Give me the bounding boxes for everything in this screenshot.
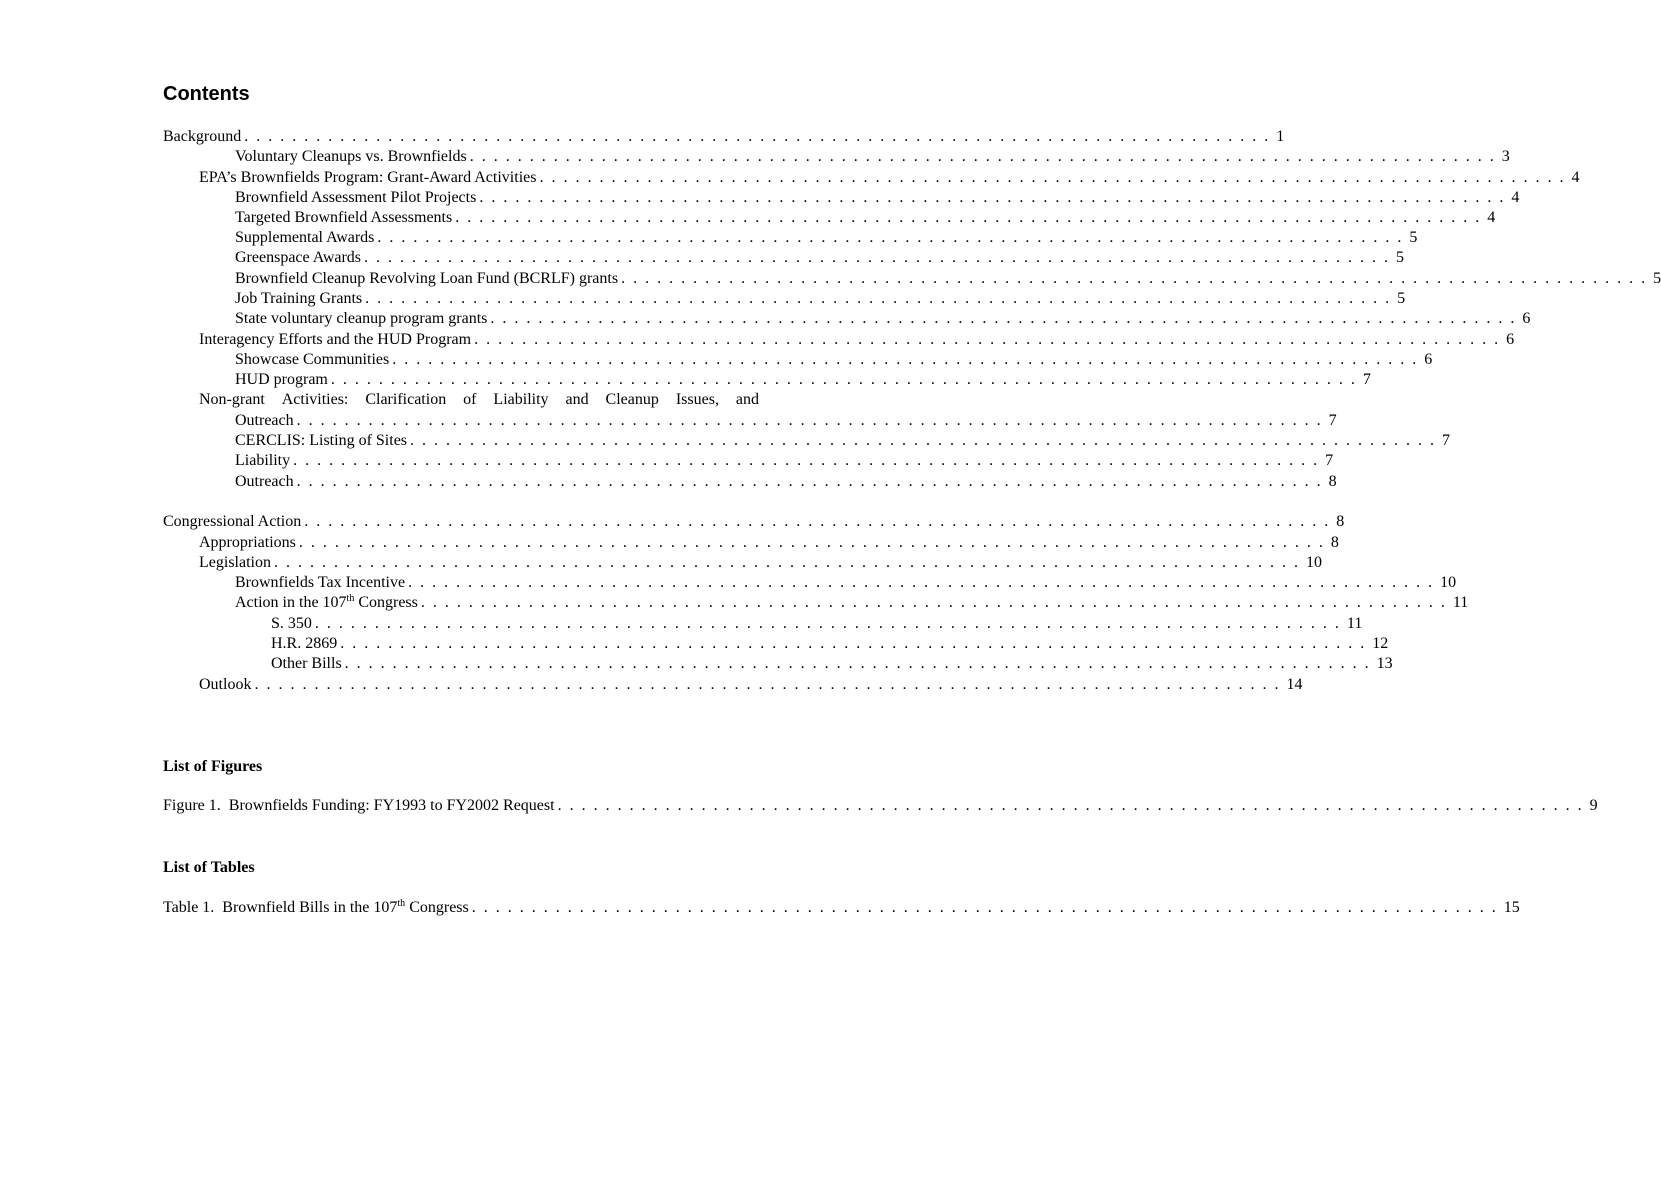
dot-leader: . . . . . . . . . . . . . . . . . . . . . . . . . . . . . . . . . . . . . . . . . . . . . . . . . . . . . . . . . . . . . . . . . . . . . . . . . . . . . . . . . . . . . . — [314, 615, 1341, 632]
toc-entry-title: Legislation — [199, 554, 271, 571]
table-entry-title — [163, 898, 472, 918]
toc-entry-legislation[interactable] — [199, 553, 1322, 573]
dot-leader: . . . . . . . . . . . . . . . . . . . . . . . . . . . . . . . . . . . . . . . . . . . . . . . . . . . . . . . . . . . . . . . . . . . . . . . . . . . . . . . . . . . . . . — [365, 290, 1392, 307]
toc-entry-page: 6 — [1506, 331, 1515, 348]
dot-leader: . . . . . . . . . . . . . . . . . . . . . . . . . . . . . . . . . . . . . . . . . . . . . . . . . . . . . . . . . . . . . . . . . . . . . . . . . . . . . . . . . . . . . . — [254, 676, 1281, 693]
toc-entry-job-training[interactable] — [235, 289, 1406, 309]
toc-word: Cleanup — [605, 391, 659, 408]
dot-leader: . . . . . . . . . . . . . . . . . . . . . . . . . . . . . . . . . . . . . . . . . . . . . . . . . . . . . . . . . . . . . . . . . . . . . . . . . . . . . . . . . . . . . . — [621, 270, 1648, 287]
dot-leader: . . . . . . . . . . . . . . . . . . . . . . . . . . . . . . . . . . . . . . . . . . . . . . . . . . . . . . . . . . . . . . . . . . . . . . . . . . . . . . . . . . . . . . — [364, 249, 1391, 266]
dot-leader: . . . . . . . . . . . . . . . . . . . . . . . . . . . . . . . . . . . . . . . . . . . . . . . . . . . . . . . . . . . . . . . . . . . . . . . . . . . . . . . . . . . . . . — [471, 899, 1498, 916]
toc-entry-title: Brownfields Tax Incentive — [235, 574, 406, 591]
toc-word: Non-grant — [199, 391, 265, 408]
toc-entry-title: Interagency Efforts and the HUD Program — [199, 331, 472, 348]
toc-entry-page: 1 — [1276, 128, 1285, 145]
dot-leader: . . . . . . . . . . . . . . . . . . . . . . . . . . . . . . . . . . . . . . . . . . . . . . . . . . . . . . . . . . . . . . . . . . . . . . . . . . . . . . . . . . . . . . — [273, 554, 1300, 571]
toc-word: and — [735, 391, 759, 408]
toc-entry-page: 8 — [1328, 473, 1337, 490]
toc-entry-state-voluntary[interactable] — [235, 309, 1531, 329]
toc-entry-non-grant-line[interactable] — [199, 390, 759, 410]
dot-leader: . . . . . . . . . . . . . . . . . . . . . . . . . . . . . . . . . . . . . . . . . . . . . . . . . . . . . . . . . . . . . . . . . . . . . . . . . . . . . . . . . . . . . . — [479, 189, 1506, 206]
toc-word: Issues, — [675, 391, 719, 408]
toc-entry-background[interactable] — [163, 127, 1285, 147]
toc-entry-page: 8 — [1336, 513, 1345, 530]
dot-leader: . . . . . . . . . . . . . . . . . . . . . . . . . . . . . . . . . . . . . . . . . . . . . . . . . . . . . . . . . . . . . . . . . . . . . . . . . . . . . . . . . . . . . . — [408, 574, 1435, 591]
dot-leader: . . . . . . . . . . . . . . . . . . . . . . . . . . . . . . . . . . . . . . . . . . . . . . . . . . . . . . . . . . . . . . . . . . . . . . . . . . . . . . . . . . . . . . — [392, 351, 1419, 368]
dot-leader: . . . . . . . . . . . . . . . . . . . . . . . . . . . . . . . . . . . . . . . . . . . . . . . . . . . . . . . . . . . . . . . . . . . . . . . . . . . . . . . . . . . . . . — [296, 412, 1323, 429]
figures-heading: List of Figures — [163, 758, 263, 775]
toc-entry-targeted-assessments[interactable] — [235, 208, 1496, 228]
dot-leader: . . . . . . . . . . . . . . . . . . . . . . . . . . . . . . . . . . . . . . . . . . . . . . . . . . . . . . . . . . . . . . . . . . . . . . . . . . . . . . . . . . . . . . — [298, 534, 1325, 551]
dot-leader: . . . . . . . . . . . . . . . . . . . . . . . . . . . . . . . . . . . . . . . . . . . . . . . . . . . . . . . . . . . . . . . . . . . . . . . . . . . . . . . . . . . . . . — [293, 452, 1320, 469]
toc-entry-title: Targeted Brownfield Assessments — [235, 209, 453, 226]
figure-entry-page: 9 — [1589, 797, 1598, 814]
toc-entry-title: Other Bills — [271, 655, 342, 672]
toc-word: of — [463, 391, 477, 408]
toc-word: and — [565, 391, 589, 408]
toc-entry-appropriations[interactable] — [199, 533, 1339, 553]
toc-entry-page: 5 — [1396, 249, 1405, 266]
toc-entry-hud-program[interactable] — [235, 370, 1371, 390]
toc-entry-title: H.R. 2869 — [271, 635, 338, 652]
toc-entry-supplemental-awards[interactable] — [235, 228, 1418, 248]
contents-heading: Contents — [163, 83, 250, 105]
dot-leader: . . . . . . . . . . . . . . . . . . . . . . . . . . . . . . . . . . . . . . . . . . . . . . . . . . . . . . . . . . . . . . . . . . . . . . . . . . . . . . . . . . . . . . — [420, 594, 1447, 611]
toc-word: Liability — [493, 391, 549, 408]
toc-entry-greenspace-awards[interactable] — [235, 248, 1405, 268]
toc-entry-showcase[interactable] — [235, 350, 1433, 370]
ordinal-suffix: th — [346, 593, 355, 604]
toc-entry-congressional-action[interactable] — [163, 512, 1345, 532]
toc-entry-page: 4 — [1511, 189, 1520, 206]
toc-entry-page: 7 — [1442, 432, 1451, 449]
toc-entry-hr-2869[interactable] — [271, 634, 1389, 654]
toc-entry-title: CERCLIS: Listing of Sites — [235, 432, 408, 449]
toc-word: Clarification — [365, 391, 447, 408]
toc-entry-tax-incentive[interactable] — [235, 573, 1457, 593]
toc-entry-title: State voluntary cleanup program grants — [235, 310, 488, 327]
dot-leader: . . . . . . . . . . . . . . . . . . . . . . . . . . . . . . . . . . . . . . . . . . . . . . . . . . . . . . . . . . . . . . . . . . . . . . . . . . . . . . . . . . . . . . — [490, 310, 1517, 327]
dot-leader: . . . . . . . . . . . . . . . . . . . . . . . . . . . . . . . . . . . . . . . . . . . . . . . . . . . . . . . . . . . . . . . . . . . . . . . . . . . . . . . . . . . . . . — [244, 128, 1271, 145]
toc-entry-title: S. 350 — [271, 615, 312, 632]
toc-entry-title: Outlook — [199, 676, 252, 693]
dot-leader: . . . . . . . . . . . . . . . . . . . . . . . . . . . . . . . . . . . . . . . . . . . . . . . . . . . . . . . . . . . . . . . . . . . . . . . . . . . . . . . . . . . . . . — [410, 432, 1437, 449]
dot-leader: . . . . . . . . . . . . . . . . . . . . . . . . . . . . . . . . . . . . . . . . . . . . . . . . . . . . . . . . . . . . . . . . . . . . . . . . . . . . . . . . . . . . . . — [539, 169, 1566, 186]
toc-entry-title — [235, 593, 421, 613]
toc-entry-page: 4 — [1487, 209, 1496, 226]
toc-entry-voluntary-cleanups[interactable] — [235, 147, 1510, 167]
toc-entry-page: 13 — [1376, 655, 1393, 672]
toc-entry-page: 12 — [1372, 635, 1389, 652]
toc-entry-page: 8 — [1330, 534, 1339, 551]
toc-entry-outlook[interactable] — [199, 675, 1303, 695]
toc-entry-page: 10 — [1305, 554, 1322, 571]
toc-entry-page: 6 — [1424, 351, 1433, 368]
table-entry[interactable] — [163, 898, 1520, 918]
dot-leader: . . . . . . . . . . . . . . . . . . . . . . . . . . . . . . . . . . . . . . . . . . . . . . . . . . . . . . . . . . . . . . . . . . . . . . . . . . . . . . . . . . . . . . — [296, 473, 1323, 490]
toc-entry-s-350[interactable] — [271, 614, 1363, 634]
dot-leader: . . . . . . . . . . . . . . . . . . . . . . . . . . . . . . . . . . . . . . . . . . . . . . . . . . . . . . . . . . . . . . . . . . . . . . . . . . . . . . . . . . . . . . — [340, 635, 1367, 652]
toc-entry-page: 5 — [1653, 270, 1661, 287]
dot-leader: . . . . . . . . . . . . . . . . . . . . . . . . . . . . . . . . . . . . . . . . . . . . . . . . . . . . . . . . . . . . . . . . . . . . . . . . . . . . . . . . . . . . . . — [344, 655, 1371, 672]
dot-leader: . . . . . . . . . . . . . . . . . . . . . . . . . . . . . . . . . . . . . . . . . . . . . . . . . . . . . . . . . . . . . . . . . . . . . . . . . . . . . . . . . . . . . . — [377, 229, 1404, 246]
dot-leader: . . . . . . . . . . . . . . . . . . . . . . . . . . . . . . . . . . . . . . . . . . . . . . . . . . . . . . . . . . . . . . . . . . . . . . . . . . . . . . . . . . . . . . — [330, 371, 1357, 388]
toc-entry-page: 5 — [1397, 290, 1406, 307]
tables-heading: List of Tables — [163, 859, 255, 876]
toc-entry-title: EPA’s Brownfields Program: Grant-Award Activities — [199, 169, 537, 186]
toc-entry-title: Liability — [235, 452, 291, 469]
toc-entry-interagency[interactable] — [199, 330, 1515, 350]
toc-entry-title: HUD program — [235, 371, 328, 388]
toc-entry-page: 10 — [1440, 574, 1457, 591]
toc-entry-title: Outreach — [235, 412, 294, 429]
dot-leader: . . . . . . . . . . . . . . . . . . . . . . . . . . . . . . . . . . . . . . . . . . . . . . . . . . . . . . . . . . . . . . . . . . . . . . . . . . . . . . . . . . . . . . — [469, 148, 1496, 165]
toc-entry-page: 11 — [1346, 615, 1363, 632]
ordinal-suffix: th — [397, 898, 406, 909]
toc-entry-title: Congressional Action — [163, 513, 302, 530]
toc-entry-title: Brownfield Assessment Pilot Projects — [235, 189, 477, 206]
toc-entry-title: Brownfield Cleanup Revolving Loan Fund (BCRLF) grants — [235, 270, 619, 287]
toc-entry-liability[interactable] — [235, 451, 1334, 471]
toc-entry-title: Background — [163, 128, 242, 145]
toc-entry-title: Greenspace Awards — [235, 249, 362, 266]
toc-entry-page: 14 — [1286, 676, 1303, 693]
toc-entry-title: Voluntary Cleanups vs. Brownfields — [235, 148, 467, 165]
figure-entry-title: Figure 1. Brownfields Funding: FY1993 to FY2002 Request — [163, 797, 555, 814]
dot-leader: . . . . . . . . . . . . . . . . . . . . . . . . . . . . . . . . . . . . . . . . . . . . . . . . . . . . . . . . . . . . . . . . . . . . . . . . . . . . . . . . . . . . . . — [557, 797, 1584, 814]
toc-entry-page: 4 — [1571, 169, 1580, 186]
toc-entry-non-grant-outreach[interactable] — [235, 411, 1337, 431]
dot-leader: . . . . . . . . . . . . . . . . . . . . . . . . . . . . . . . . . . . . . . . . . . . . . . . . . . . . . . . . . . . . . . . . . . . . . . . . . . . . . . . . . . . . . . — [455, 209, 1482, 226]
toc-entry-page: 6 — [1522, 310, 1531, 327]
toc-entry-page: 5 — [1409, 229, 1418, 246]
toc-entry-title: Outreach — [235, 473, 294, 490]
toc-entry-page: 11 — [1452, 594, 1469, 611]
toc-entry-title-rest: Congress — [354, 594, 418, 611]
table-entry-title-rest: Congress — [405, 899, 469, 916]
toc-entry-page: 7 — [1328, 412, 1337, 429]
toc-entry-epa-program[interactable] — [199, 168, 1580, 188]
toc-entry-page: 7 — [1362, 371, 1371, 388]
toc-entry-title: Showcase Communities — [235, 351, 390, 368]
table-entry-page: 15 — [1503, 899, 1520, 916]
dot-leader: . . . . . . . . . . . . . . . . . . . . . . . . . . . . . . . . . . . . . . . . . . . . . . . . . . . . . . . . . . . . . . . . . . . . . . . . . . . . . . . . . . . . . . — [304, 513, 1331, 530]
toc-entry-cerclis[interactable] — [235, 431, 1451, 451]
toc-entry-assessment-pilot[interactable] — [235, 188, 1520, 208]
table-entry-title-text: Table 1. Brownfield Bills in the 107 — [163, 899, 398, 916]
toc-word: Activities: — [281, 391, 349, 408]
toc-entry-title: Job Training Grants — [235, 290, 363, 307]
toc-entry-page: 7 — [1325, 452, 1334, 469]
toc-entry-title-text: Action in the 107 — [235, 594, 347, 611]
toc-entry-page: 3 — [1501, 148, 1510, 165]
toc-entry-107th-congress[interactable] — [235, 593, 1469, 613]
toc-entry-title: Appropriations — [199, 534, 296, 551]
toc-entry-other-bills[interactable] — [271, 654, 1393, 674]
toc-entry-outreach[interactable] — [235, 472, 1337, 492]
toc-entry-bcrlf-grants[interactable] — [235, 269, 1661, 289]
dot-leader: . . . . . . . . . . . . . . . . . . . . . . . . . . . . . . . . . . . . . . . . . . . . . . . . . . . . . . . . . . . . . . . . . . . . . . . . . . . . . . . . . . . . . . — [474, 331, 1501, 348]
figure-entry[interactable] — [163, 796, 1598, 816]
toc-entry-title: Supplemental Awards — [235, 229, 375, 246]
